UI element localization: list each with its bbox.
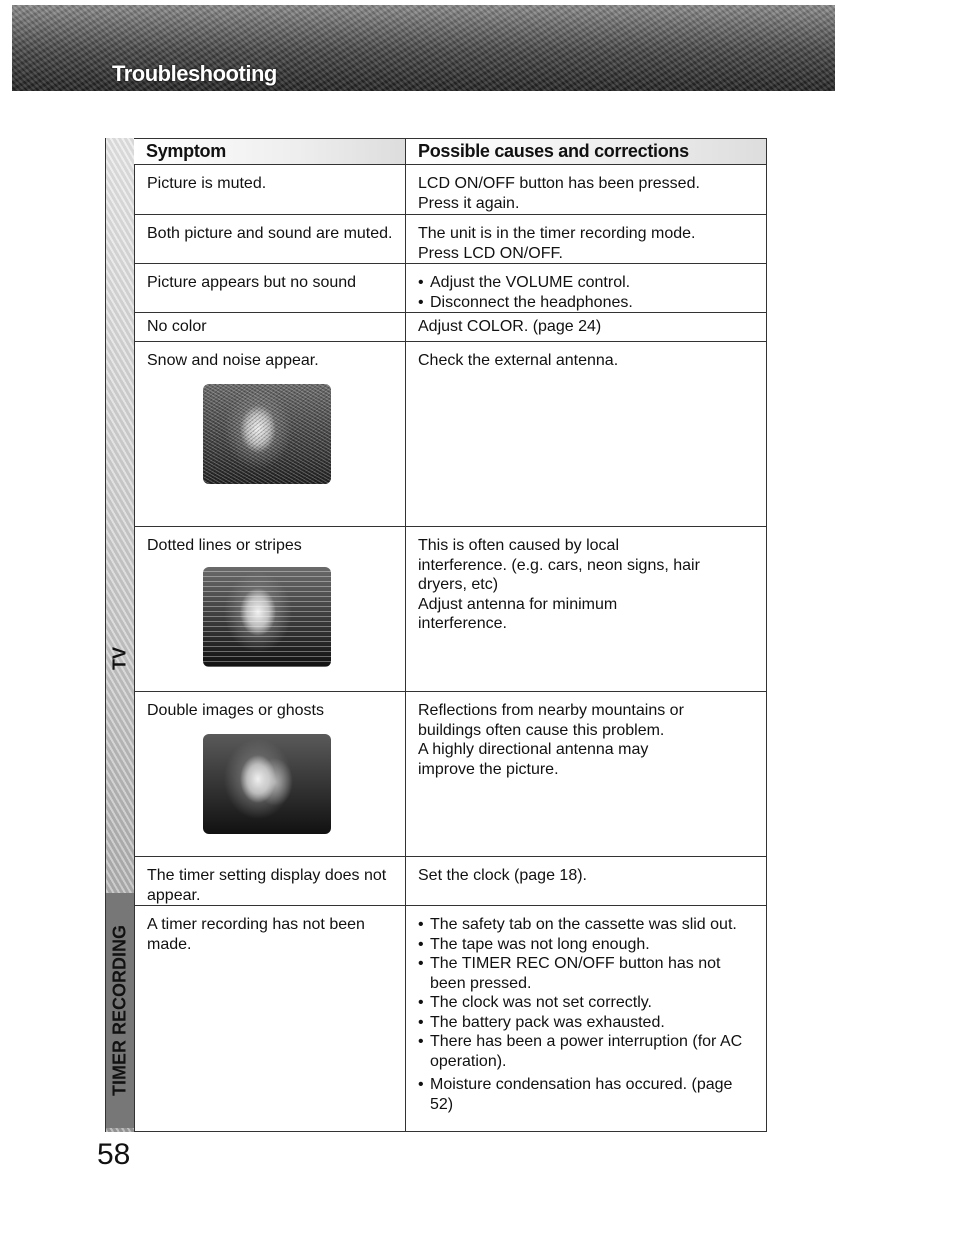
cause-line: dryers, etc)	[418, 576, 499, 593]
causes-cell	[406, 857, 767, 905]
table-row	[134, 215, 767, 264]
snow-noise-example-image	[203, 384, 331, 484]
symptom-cell	[134, 527, 406, 691]
cause-line: A highly directional antenna may	[418, 741, 649, 758]
dotted-lines-example-image	[203, 567, 331, 667]
symptom-cell	[134, 692, 406, 856]
cause-bullet: • Adjust the VOLUME control.	[418, 273, 754, 293]
ghost-image-example	[203, 734, 331, 834]
causes-cell	[406, 215, 767, 263]
section-side-strip	[105, 138, 134, 1132]
column-header-symptom: Symptom	[134, 138, 406, 165]
table-row	[134, 264, 767, 313]
cause-line: Press it again.	[418, 194, 520, 212]
causes-cell	[406, 342, 767, 526]
cause-line: Reflections from nearby mountains or	[418, 702, 684, 719]
symptom-text: Double images or ghosts	[147, 702, 324, 719]
cause-bullet: • Disconnect the headphones.	[418, 293, 754, 313]
symptom-cell: No color	[134, 313, 406, 341]
table-row	[134, 342, 767, 527]
symptom-cell: Picture appears but no sound	[134, 264, 406, 312]
side-label-tv: TV	[109, 646, 130, 670]
table-row	[134, 857, 767, 906]
causes-cell	[406, 165, 767, 214]
cause-bullet: • The tape was not long enough.	[418, 935, 754, 955]
table-row	[134, 692, 767, 857]
troubleshooting-table	[105, 138, 767, 1132]
causes-cell	[406, 527, 767, 691]
cause-line: This is often caused by local	[418, 537, 619, 554]
header-banner	[12, 5, 835, 91]
symptom-cell: Picture is muted.	[134, 165, 406, 214]
cause-line: improve the picture.	[418, 760, 559, 778]
cause-line: interference. (e.g. cars, neon signs, hair	[418, 556, 700, 574]
cause-line: interference.	[418, 615, 507, 632]
cause-bullet: • The TIMER REC ON/OFF button has not been pressed.	[418, 954, 754, 993]
cause-bullet: • The safety tab on the cassette was slid out.	[418, 915, 754, 935]
cause-bullet: • There has been a power interruption (for AC operation).	[418, 1032, 754, 1071]
causes-cell	[406, 264, 767, 312]
cause-line: LCD ON/OFF button has been pressed.	[418, 175, 700, 192]
cause-bullet: • The battery pack was exhausted.	[418, 1013, 754, 1033]
column-header-causes: Possible causes and corrections	[406, 138, 767, 165]
symptom-cell: The timer setting display does not appear.	[134, 857, 406, 905]
causes-cell	[406, 692, 767, 856]
table-row	[134, 906, 767, 1132]
causes-cell	[406, 906, 767, 1131]
cause-line: Set the clock (page 18).	[418, 867, 587, 884]
symptom-cell: A timer recording has not been made.	[134, 906, 406, 1131]
page-number: 58	[97, 1138, 131, 1171]
table-row	[134, 165, 767, 215]
cause-bullet: • Moisture condensation has occured. (page 52)	[418, 1075, 754, 1114]
cause-line: buildings often cause this problem.	[418, 721, 665, 739]
causes-cell	[406, 313, 767, 341]
symptom-text: Snow and noise appear.	[147, 352, 319, 369]
symptom-cell	[134, 342, 406, 526]
table-row	[134, 313, 767, 342]
side-label-timer-recording: TIMER RECORDING	[106, 893, 134, 1128]
table-row	[134, 527, 767, 692]
cause-bullet: • The clock was not set correctly.	[418, 993, 754, 1013]
cause-line: Press LCD ON/OFF.	[418, 244, 563, 262]
symptom-cell: Both picture and sound are muted.	[134, 215, 406, 263]
cause-line: The unit is in the timer recording mode.	[418, 225, 696, 242]
cause-line: Adjust antenna for minimum	[418, 595, 618, 613]
cause-line: Check the external antenna.	[418, 352, 619, 369]
symptom-text: Dotted lines or stripes	[147, 537, 302, 554]
page-title: Troubleshooting	[112, 61, 277, 86]
cause-line: Adjust COLOR. (page 24)	[418, 318, 602, 335]
